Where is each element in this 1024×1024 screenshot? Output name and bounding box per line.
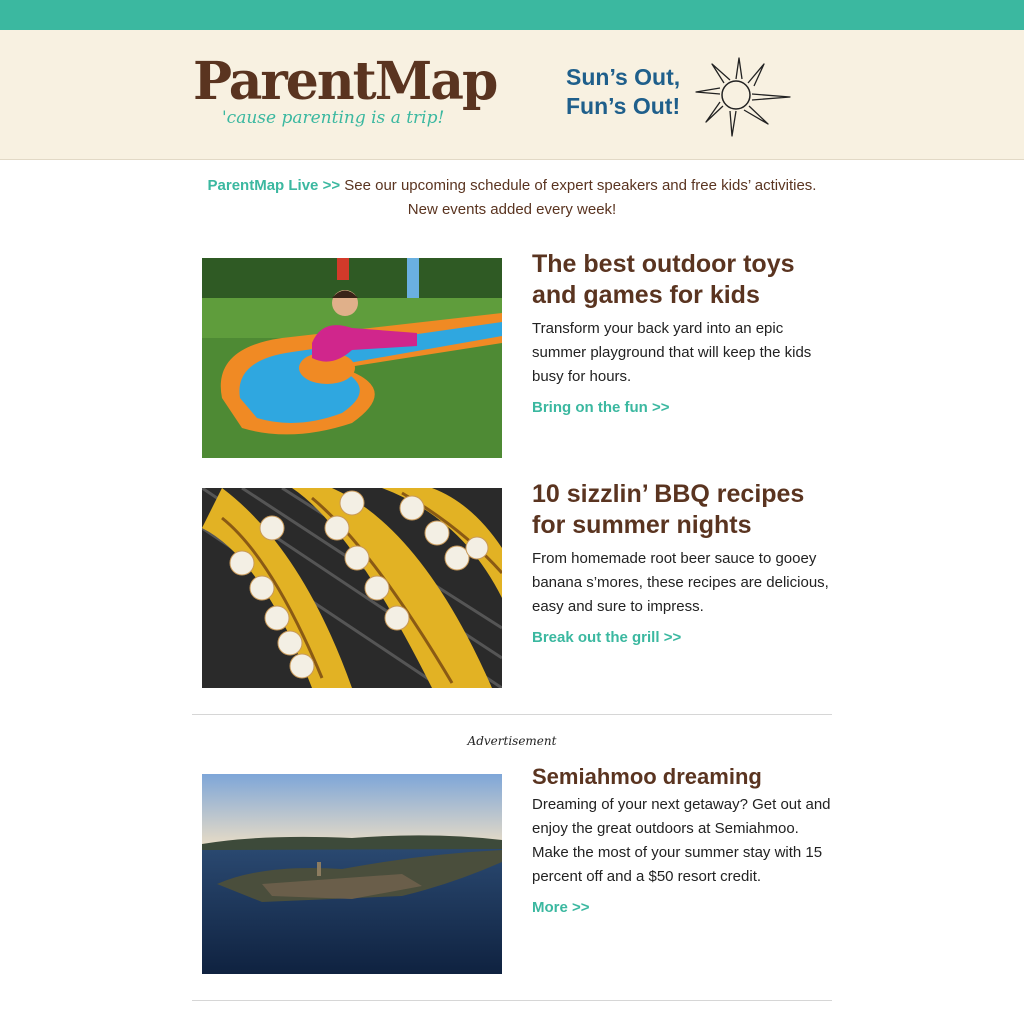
slip-and-slide-image [202, 258, 502, 458]
ad-title[interactable]: Semiahmoo dreaming [532, 764, 762, 789]
slip-and-slide-photo[interactable] [202, 258, 502, 458]
section-divider [192, 714, 832, 715]
break-out-the-grill-link[interactable]: Break out the grill >> [532, 629, 682, 646]
promo-line-1: Sun’s Out, [566, 64, 681, 90]
article-card [532, 479, 832, 647]
promo-line-2: Fun’s Out! [566, 93, 681, 119]
more-link[interactable]: More >> [532, 899, 590, 916]
summer-promo-text[interactable] [566, 63, 680, 121]
semiahmoo-aerial-photo[interactable] [202, 774, 502, 974]
parentmap-live-banner [200, 174, 824, 222]
section-divider [192, 1000, 832, 1001]
semiahmoo-image [202, 774, 502, 974]
article-description: Transform your back yard into an epic summer playground that will keep the kids busy for hours. [532, 320, 812, 385]
banana-smores-image [202, 488, 502, 688]
banana-smores-photo[interactable] [202, 488, 502, 688]
article-title[interactable]: 10 sizzlin’ BBQ recipes for summer nights [532, 480, 805, 539]
article-title[interactable]: The best outdoor toys and games for kids [532, 250, 795, 309]
parentmap-logo[interactable]: ParentMap [193, 51, 497, 112]
header [0, 30, 1024, 160]
article-card [532, 249, 832, 417]
article-description: From homemade root beer sauce to gooey banana s’mores, these recipes are delicious, easy and sure to impress. [532, 550, 829, 615]
live-banner-text: See our upcoming schedule of expert speakers and free kids’ activities. New events added every week! [340, 177, 817, 218]
ad-description: Dreaming of your next getaway? Get out and enjoy the great outdoors at Semiahmoo. Make the most of your summer stay with 15 percent off and a $50 resort credit. [532, 796, 831, 885]
bring-on-the-fun-link[interactable]: Bring on the fun >> [532, 399, 670, 416]
advertisement-label: Advertisement [467, 734, 557, 748]
parentmap-live-link[interactable]: ParentMap Live >> [207, 177, 341, 194]
top-accent-bar [0, 0, 1024, 30]
advertisement-card [532, 763, 832, 917]
sun-icon [692, 50, 794, 140]
logo-tagline: 'cause parenting is a trip! [222, 108, 445, 128]
